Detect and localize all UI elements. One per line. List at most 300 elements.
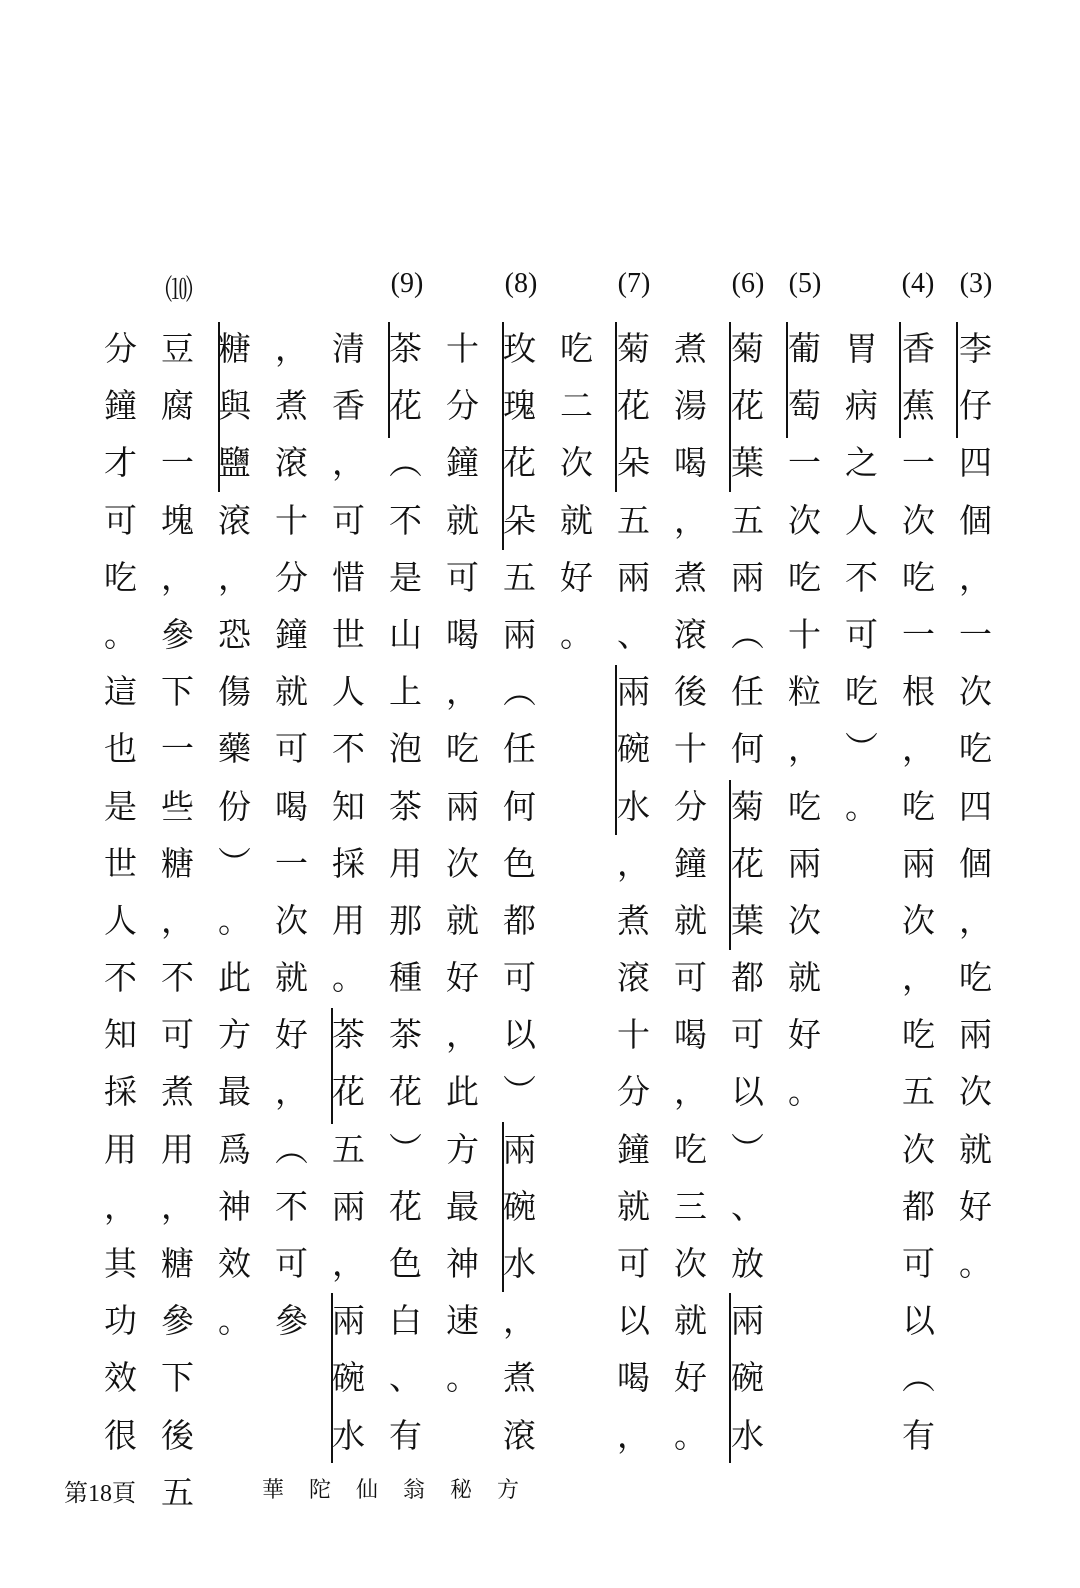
glyph: ︵ <box>503 672 536 712</box>
item-marker-9: (9) <box>390 268 424 299</box>
glyph: 個 <box>959 500 992 540</box>
text-column-9 <box>491 320 548 1464</box>
glyph: 碗 <box>731 1358 764 1398</box>
glyph: 五 <box>617 500 650 540</box>
glyph: 、 <box>617 614 650 654</box>
glyph: 豆 <box>161 329 194 368</box>
glyph: 很 <box>104 1415 137 1455</box>
glyph: 次 <box>902 900 935 940</box>
glyph: 色 <box>503 843 536 883</box>
text-column-15 <box>149 320 206 1521</box>
glyph: 藥 <box>218 729 251 769</box>
glyph: 一 <box>902 614 935 654</box>
glyph: 可 <box>674 958 707 998</box>
glyph: 可 <box>617 1244 650 1283</box>
glyph: ， <box>218 557 251 597</box>
glyph: 腐 <box>161 386 194 426</box>
glyph: 可 <box>104 500 137 540</box>
glyph: 用 <box>104 1129 137 1169</box>
glyph: ︵ <box>275 1129 308 1169</box>
glyph: ︵ <box>902 1358 935 1398</box>
glyph: 水 <box>503 1244 536 1283</box>
glyph: 煮 <box>674 329 707 368</box>
glyph: 吃 <box>560 329 593 368</box>
glyph: ， <box>617 843 650 883</box>
glyph: 好 <box>560 557 593 597</box>
glyph: 這 <box>104 672 137 712</box>
text-column-13 <box>263 320 320 1349</box>
glyph: ︵ <box>731 614 764 654</box>
glyph: ， <box>275 1072 308 1112</box>
glyph: 吃 <box>788 786 821 826</box>
glyph: 花 <box>731 386 764 426</box>
glyph: 可 <box>275 729 308 769</box>
glyph: 。 <box>788 1072 821 1112</box>
glyph: 次 <box>788 900 821 940</box>
glyph: 次 <box>674 1244 707 1283</box>
glyph: 有 <box>902 1415 935 1455</box>
glyph: 就 <box>674 1301 707 1341</box>
glyph: 水 <box>332 1415 365 1455</box>
glyph: ， <box>674 1072 707 1112</box>
glyph: 。 <box>218 1301 251 1341</box>
glyph: 一 <box>161 729 194 769</box>
glyph: 蕉 <box>902 386 935 426</box>
glyph: 鐘 <box>446 443 479 483</box>
glyph: 下 <box>161 672 194 712</box>
glyph: 花 <box>731 843 764 883</box>
glyph: 也 <box>104 729 137 769</box>
glyph: 後 <box>161 1415 194 1455</box>
text-column-14 <box>206 320 263 1349</box>
glyph: 滾 <box>503 1415 536 1455</box>
glyph: 花 <box>503 443 536 483</box>
glyph: 吃 <box>959 958 992 998</box>
glyph: 任 <box>731 672 764 712</box>
glyph: 知 <box>104 1015 137 1055</box>
glyph: 分 <box>674 786 707 826</box>
glyph: 參 <box>275 1301 308 1341</box>
glyph: 茶 <box>389 1015 422 1055</box>
glyph: 鐘 <box>275 614 308 654</box>
glyph: 神 <box>446 1244 479 1283</box>
text-column-12 <box>320 320 377 1464</box>
glyph: 可 <box>731 1015 764 1055</box>
glyph: 此 <box>218 958 251 998</box>
glyph: 採 <box>332 843 365 883</box>
glyph: 吃 <box>959 729 992 769</box>
glyph: 次 <box>446 843 479 883</box>
glyph: 。 <box>845 786 878 826</box>
text-column-3 <box>833 320 890 835</box>
glyph: 五 <box>731 500 764 540</box>
glyph: 吃 <box>788 557 821 597</box>
glyph: 玫 <box>503 329 536 368</box>
glyph: 都 <box>503 900 536 940</box>
glyph: 一 <box>161 443 194 483</box>
book-title: 華陀仙翁秘方 <box>262 1478 545 1503</box>
glyph: 白 <box>389 1301 422 1341</box>
glyph: ︶ <box>731 1129 764 1169</box>
glyph: 瑰 <box>503 386 536 426</box>
glyph: ， <box>902 958 935 998</box>
glyph: 人 <box>104 900 137 940</box>
glyph: 神 <box>218 1186 251 1226</box>
text-column-5 <box>719 320 776 1464</box>
glyph: 方 <box>218 1015 251 1055</box>
text-column-8 <box>548 320 605 663</box>
glyph: 上 <box>389 672 422 712</box>
glyph: 與 <box>218 386 251 426</box>
glyph: 十 <box>446 329 479 368</box>
glyph: 就 <box>446 900 479 940</box>
glyph: 煮 <box>503 1358 536 1398</box>
glyph: 五 <box>332 1129 365 1169</box>
glyph: 此 <box>446 1072 479 1112</box>
glyph: 根 <box>902 672 935 712</box>
glyph: 滾 <box>275 443 308 483</box>
glyph: 可 <box>446 557 479 597</box>
item-marker-5: (5) <box>788 268 822 299</box>
glyph: 是 <box>104 786 137 826</box>
glyph: 速 <box>446 1301 479 1341</box>
glyph: 花 <box>332 1072 365 1112</box>
glyph: ， <box>446 672 479 712</box>
glyph: 知 <box>332 786 365 826</box>
glyph: 喝 <box>275 786 308 826</box>
glyph: 湯 <box>674 386 707 426</box>
glyph: 不 <box>389 500 422 540</box>
glyph: 花 <box>389 386 422 426</box>
glyph: 恐 <box>218 614 251 654</box>
glyph: 何 <box>731 729 764 769</box>
glyph: 個 <box>959 843 992 883</box>
glyph: 煮 <box>617 900 650 940</box>
glyph: 葡 <box>788 329 821 368</box>
glyph: ， <box>902 729 935 769</box>
glyph: 花 <box>617 386 650 426</box>
glyph: 兩 <box>617 672 650 712</box>
glyph: 茶 <box>332 1015 365 1055</box>
glyph: 茶 <box>389 786 422 826</box>
glyph: 吃 <box>902 786 935 826</box>
glyph: 兩 <box>902 843 935 883</box>
glyph: 粒 <box>788 672 821 712</box>
glyph: 效 <box>104 1358 137 1398</box>
glyph: 兩 <box>332 1186 365 1226</box>
glyph: 用 <box>389 843 422 883</box>
glyph: ， <box>332 1244 365 1283</box>
glyph: 些 <box>161 786 194 826</box>
glyph: 用 <box>161 1129 194 1169</box>
glyph: 一 <box>959 614 992 654</box>
glyph: 兩 <box>788 843 821 883</box>
glyph: 何 <box>503 786 536 826</box>
glyph: 次 <box>959 672 992 712</box>
glyph: 煮 <box>674 557 707 597</box>
glyph: ， <box>332 443 365 483</box>
glyph: 葉 <box>731 443 764 483</box>
glyph: 可 <box>902 1244 935 1283</box>
glyph: 任 <box>503 729 536 769</box>
glyph: 葉 <box>731 900 764 940</box>
glyph: 次 <box>902 1129 935 1169</box>
glyph: 糖 <box>218 329 251 368</box>
glyph: 次 <box>560 443 593 483</box>
glyph: 就 <box>617 1186 650 1226</box>
glyph: 傷 <box>218 672 251 712</box>
glyph: 是 <box>389 557 422 597</box>
glyph: 最 <box>218 1072 251 1112</box>
glyph: 兩 <box>446 786 479 826</box>
glyph: 吃 <box>104 557 137 597</box>
glyph: 次 <box>275 900 308 940</box>
glyph: 鐘 <box>674 843 707 883</box>
glyph: 碗 <box>503 1186 536 1226</box>
glyph: 參 <box>161 614 194 654</box>
glyph: 喝 <box>446 614 479 654</box>
glyph: 菊 <box>731 329 764 368</box>
glyph: ， <box>503 1301 536 1341</box>
glyph: 花 <box>389 1072 422 1112</box>
glyph: ， <box>959 900 992 940</box>
glyph: 水 <box>617 786 650 826</box>
glyph: 李 <box>959 329 992 368</box>
glyph: 朵 <box>617 443 650 483</box>
glyph: 放 <box>731 1244 764 1283</box>
glyph: 世 <box>332 614 365 654</box>
glyph: 就 <box>959 1129 992 1169</box>
glyph: 不 <box>275 1186 308 1226</box>
glyph: 病 <box>845 386 878 426</box>
glyph: 兩 <box>731 557 764 597</box>
glyph: 不 <box>332 729 365 769</box>
glyph: 之 <box>845 443 878 483</box>
glyph: 吃 <box>674 1129 707 1169</box>
glyph: 。 <box>104 614 137 654</box>
glyph: 就 <box>674 900 707 940</box>
glyph: 好 <box>446 958 479 998</box>
glyph: 滾 <box>218 500 251 540</box>
glyph: 以 <box>731 1072 764 1112</box>
glyph: 五 <box>503 557 536 597</box>
glyph: ， <box>446 1015 479 1055</box>
glyph: 都 <box>731 958 764 998</box>
glyph: 分 <box>617 1072 650 1112</box>
glyph: 吃 <box>902 557 935 597</box>
glyph: 以 <box>503 1015 536 1055</box>
glyph: ︶ <box>389 1129 422 1169</box>
glyph: ， <box>275 329 308 368</box>
glyph: 胃 <box>845 329 878 368</box>
text-column-1 <box>947 320 1004 1292</box>
item-marker-7: (7) <box>617 268 651 299</box>
glyph: ︶ <box>503 1072 536 1112</box>
glyph: 鐘 <box>104 386 137 426</box>
text-column-4 <box>776 320 833 1121</box>
glyph: 香 <box>902 329 935 368</box>
glyph: 清 <box>332 329 365 368</box>
glyph: 水 <box>731 1415 764 1455</box>
glyph: 菊 <box>731 786 764 826</box>
glyph: 。 <box>446 1358 479 1398</box>
glyph: 就 <box>275 672 308 712</box>
glyph: 才 <box>104 443 137 483</box>
glyph: 兩 <box>617 557 650 597</box>
item-marker-10: ⑽ <box>164 275 193 306</box>
glyph: ， <box>959 557 992 597</box>
glyph: 兩 <box>731 1301 764 1341</box>
glyph: 十 <box>788 614 821 654</box>
glyph: ︵ <box>389 443 422 483</box>
glyph: 人 <box>845 500 878 540</box>
glyph: 仔 <box>959 386 992 426</box>
glyph: 四 <box>959 443 992 483</box>
glyph: 用 <box>332 900 365 940</box>
glyph: 不 <box>845 557 878 597</box>
glyph: 後 <box>674 672 707 712</box>
glyph: 有 <box>389 1415 422 1455</box>
glyph: 三 <box>674 1186 707 1226</box>
glyph: 、 <box>389 1358 422 1398</box>
glyph: 一 <box>902 443 935 483</box>
glyph: 份 <box>218 786 251 826</box>
page-number: 第18頁 <box>64 1481 136 1507</box>
glyph: 十 <box>617 1015 650 1055</box>
glyph: 功 <box>104 1301 137 1341</box>
text-column-11 <box>377 320 434 1464</box>
glyph: 就 <box>275 958 308 998</box>
glyph: 兩 <box>503 1129 536 1169</box>
glyph: 種 <box>389 958 422 998</box>
glyph: 碗 <box>617 729 650 769</box>
text-column-10 <box>434 320 491 1407</box>
glyph: ， <box>788 729 821 769</box>
text-column-7 <box>605 320 662 1464</box>
glyph: 就 <box>446 500 479 540</box>
glyph: 色 <box>389 1244 422 1283</box>
glyph: 糖 <box>161 1244 194 1283</box>
glyph: ， <box>161 900 194 940</box>
glyph: 好 <box>275 1015 308 1055</box>
glyph: 可 <box>845 614 878 654</box>
glyph: 世 <box>104 843 137 883</box>
glyph: 。 <box>218 900 251 940</box>
glyph: 不 <box>104 958 137 998</box>
glyph: 滾 <box>674 614 707 654</box>
glyph: 吃 <box>446 729 479 769</box>
glyph: ， <box>674 500 707 540</box>
glyph: 十 <box>674 729 707 769</box>
glyph: ， <box>104 1186 137 1226</box>
glyph: 那 <box>389 900 422 940</box>
glyph: 山 <box>389 614 422 654</box>
glyph: 一 <box>275 843 308 883</box>
glyph: 好 <box>788 1015 821 1055</box>
text-column-6 <box>662 320 719 1464</box>
glyph: 最 <box>446 1186 479 1226</box>
glyph: 分 <box>275 557 308 597</box>
glyph: 就 <box>560 500 593 540</box>
glyph: 好 <box>674 1358 707 1398</box>
glyph: 次 <box>902 500 935 540</box>
glyph: 泡 <box>389 729 422 769</box>
glyph: ︶ <box>218 843 251 883</box>
glyph: 喝 <box>674 443 707 483</box>
glyph: 方 <box>446 1129 479 1169</box>
glyph: 、 <box>731 1186 764 1226</box>
glyph: 五 <box>161 1472 194 1512</box>
glyph: 次 <box>788 500 821 540</box>
glyph: 效 <box>218 1244 251 1283</box>
glyph: 其 <box>104 1244 137 1283</box>
glyph: 次 <box>959 1072 992 1112</box>
glyph: 喝 <box>617 1358 650 1398</box>
glyph: 惜 <box>332 557 365 597</box>
glyph: 可 <box>161 1015 194 1055</box>
glyph: 朵 <box>503 500 536 540</box>
item-marker-8: (8) <box>504 268 538 299</box>
glyph: 下 <box>161 1358 194 1398</box>
glyph: 都 <box>902 1186 935 1226</box>
glyph: ︶ <box>845 729 878 769</box>
glyph: 可 <box>275 1244 308 1283</box>
glyph: 。 <box>332 958 365 998</box>
glyph: ， <box>617 1415 650 1455</box>
glyph: 就 <box>788 958 821 998</box>
glyph: 。 <box>959 1244 992 1283</box>
glyph: 菊 <box>617 329 650 368</box>
glyph: 。 <box>674 1415 707 1455</box>
glyph: 十 <box>275 500 308 540</box>
glyph: 塊 <box>161 500 194 540</box>
glyph: 。 <box>560 614 593 654</box>
glyph: 喝 <box>674 1015 707 1055</box>
glyph: 鐘 <box>617 1129 650 1169</box>
glyph: 不 <box>161 958 194 998</box>
item-marker-4: (4) <box>901 268 935 299</box>
glyph: ， <box>161 1186 194 1226</box>
glyph: 可 <box>332 500 365 540</box>
glyph: 爲 <box>218 1129 251 1169</box>
text-column-16 <box>92 320 149 1464</box>
glyph: 以 <box>617 1301 650 1341</box>
glyph: 煮 <box>275 386 308 426</box>
item-marker-3: (3) <box>959 268 993 299</box>
glyph: 五 <box>902 1072 935 1112</box>
glyph: 吃 <box>845 672 878 712</box>
glyph: 香 <box>332 386 365 426</box>
glyph: 滾 <box>617 958 650 998</box>
glyph: 參 <box>161 1301 194 1341</box>
glyph: ， <box>161 557 194 597</box>
glyph: 人 <box>332 672 365 712</box>
glyph: 一 <box>788 443 821 483</box>
glyph: 分 <box>446 386 479 426</box>
glyph: 兩 <box>332 1301 365 1341</box>
glyph: 茶 <box>389 329 422 368</box>
glyph: 二 <box>560 386 593 426</box>
glyph: 萄 <box>788 386 821 426</box>
item-marker-6: (6) <box>731 268 765 299</box>
glyph: 碗 <box>332 1358 365 1398</box>
glyph: 四 <box>959 786 992 826</box>
glyph: 好 <box>959 1186 992 1226</box>
glyph: 分 <box>104 329 137 368</box>
glyph: 以 <box>902 1301 935 1341</box>
glyph: 煮 <box>161 1072 194 1112</box>
glyph: 可 <box>503 958 536 998</box>
